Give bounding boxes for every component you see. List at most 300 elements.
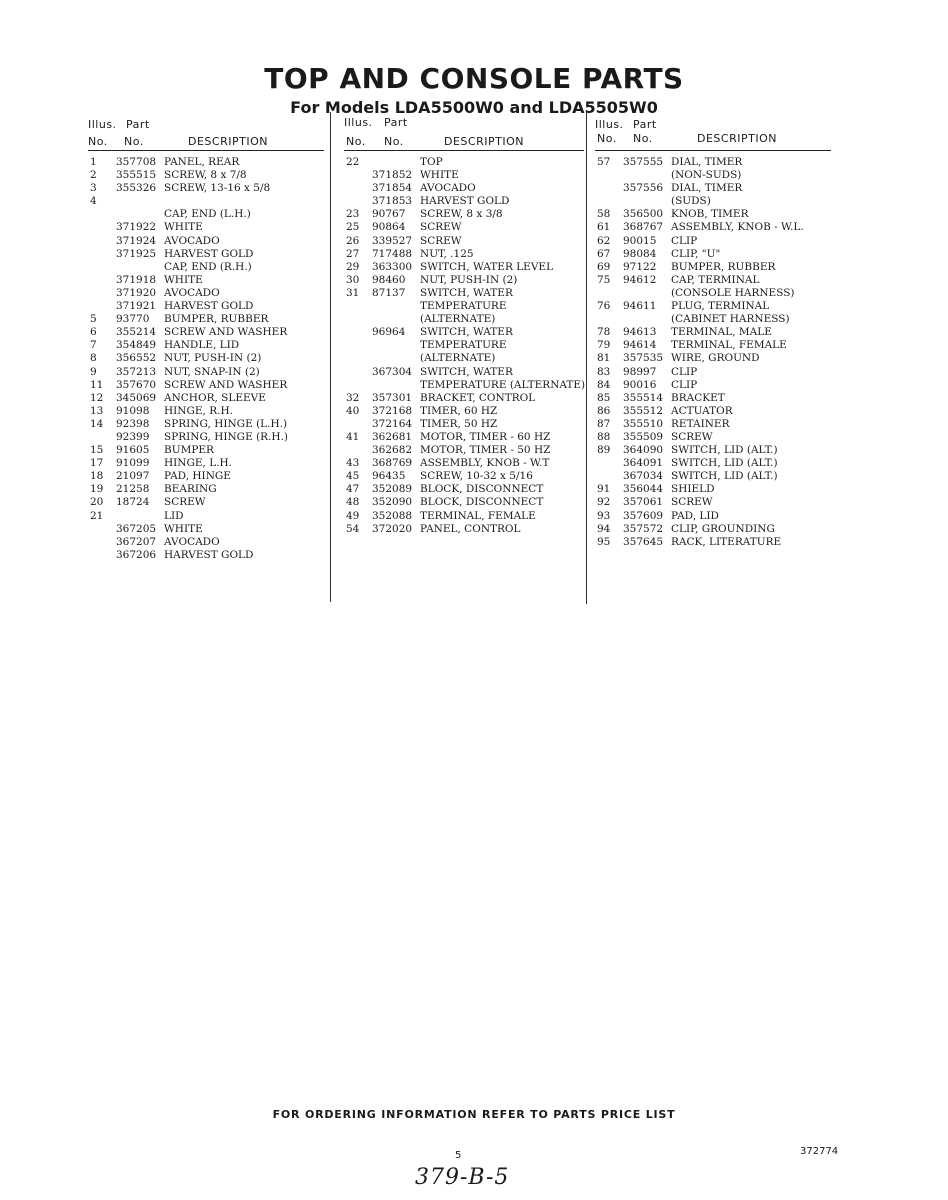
part-description: HANDLE, LID bbox=[164, 339, 240, 352]
parts-list bbox=[595, 156, 831, 549]
parts-row bbox=[595, 470, 831, 483]
parts-row bbox=[595, 182, 831, 195]
part-number: 371852 bbox=[372, 169, 413, 182]
header-part: Part bbox=[384, 116, 408, 129]
illus-number: 3 bbox=[90, 182, 97, 195]
header-part-no: No. bbox=[384, 135, 404, 148]
part-number: 98084 bbox=[623, 247, 657, 260]
parts-row bbox=[595, 523, 831, 536]
illus-number: 43 bbox=[346, 457, 360, 470]
part-number: 371918 bbox=[116, 273, 157, 286]
part-description: AVOCADO bbox=[164, 535, 220, 548]
part-description: PAD, HINGE bbox=[164, 470, 231, 483]
part-description: (ALTERNATE) bbox=[420, 313, 496, 326]
part-description: CAP, END (L.H.) bbox=[164, 208, 251, 221]
part-description: SCREW, 8 x 3/8 bbox=[420, 208, 503, 221]
parts-row bbox=[344, 510, 584, 523]
parts-row bbox=[88, 457, 324, 470]
document-number: 372774 bbox=[800, 1146, 839, 1157]
illus-number: 41 bbox=[346, 430, 360, 443]
part-number: 94613 bbox=[623, 326, 657, 339]
parts-row bbox=[344, 379, 584, 392]
part-number: 357708 bbox=[116, 156, 157, 168]
header-rule bbox=[88, 150, 324, 151]
part-description: HINGE, L.H. bbox=[164, 457, 233, 470]
part-description: SCREW AND WASHER bbox=[164, 378, 288, 391]
illus-number: 4 bbox=[90, 195, 97, 208]
parts-row bbox=[344, 339, 584, 352]
part-description: BUMPER, RUBBER bbox=[164, 313, 269, 326]
illus-number: 13 bbox=[90, 404, 104, 417]
part-number: 355326 bbox=[116, 182, 157, 195]
parts-row bbox=[88, 287, 324, 300]
part-description: SWITCH, WATER bbox=[420, 365, 513, 378]
header-rule bbox=[344, 150, 584, 151]
illus-number: 88 bbox=[597, 430, 611, 443]
part-description: TEMPERATURE (ALTERNATE) bbox=[420, 378, 586, 391]
parts-row bbox=[88, 261, 324, 274]
parts-row bbox=[595, 326, 831, 339]
part-number: 372164 bbox=[372, 417, 413, 430]
illus-number: 19 bbox=[90, 483, 104, 496]
part-description: BLOCK, DISCONNECT bbox=[420, 483, 544, 496]
part-number: 356044 bbox=[623, 483, 664, 496]
illus-number: 78 bbox=[597, 326, 611, 339]
part-description: WHITE bbox=[164, 273, 203, 286]
column-divider bbox=[330, 112, 331, 602]
parts-row bbox=[344, 156, 584, 169]
part-description: SCREW bbox=[671, 430, 713, 443]
illus-number: 91 bbox=[597, 483, 611, 496]
parts-row bbox=[88, 182, 324, 195]
part-description: PANEL, REAR bbox=[164, 156, 240, 168]
part-number: 345069 bbox=[116, 391, 157, 404]
part-description: SCREW, 10-32 x 5/16 bbox=[420, 470, 533, 483]
part-number: 368767 bbox=[623, 221, 664, 234]
part-description: AVOCADO bbox=[420, 182, 476, 195]
illus-number: 61 bbox=[597, 221, 611, 234]
illus-number: 83 bbox=[597, 365, 611, 378]
part-number: 367207 bbox=[116, 535, 157, 548]
parts-row bbox=[595, 248, 831, 261]
parts-row bbox=[595, 261, 831, 274]
part-number: 368769 bbox=[372, 457, 413, 470]
header-illus-no: No. bbox=[346, 135, 366, 148]
part-number: 355514 bbox=[623, 391, 664, 404]
part-number: 363300 bbox=[372, 260, 413, 273]
illus-number: 89 bbox=[597, 444, 611, 457]
parts-row bbox=[88, 536, 324, 549]
parts-row bbox=[88, 156, 324, 169]
illus-number: 22 bbox=[346, 156, 360, 168]
header-part-no: No. bbox=[124, 135, 144, 148]
part-number: 356500 bbox=[623, 208, 664, 221]
part-number: 94614 bbox=[623, 339, 657, 352]
part-number: 91605 bbox=[116, 444, 150, 457]
parts-row bbox=[88, 352, 324, 365]
parts-row bbox=[344, 523, 584, 536]
parts-row bbox=[344, 431, 584, 444]
parts-row bbox=[595, 313, 831, 326]
parts-row bbox=[88, 339, 324, 352]
part-number: 717488 bbox=[372, 247, 413, 260]
header-rule bbox=[595, 150, 831, 151]
part-description: TEMPERATURE bbox=[420, 300, 507, 313]
illus-number: 62 bbox=[597, 234, 611, 247]
illus-number: 15 bbox=[90, 444, 104, 457]
parts-row bbox=[595, 457, 831, 470]
illus-number: 57 bbox=[597, 156, 611, 168]
part-description: ANCHOR, SLEEVE bbox=[164, 391, 266, 404]
parts-row bbox=[88, 326, 324, 339]
illus-number: 84 bbox=[597, 378, 611, 391]
parts-row bbox=[595, 536, 831, 549]
part-description: KNOB, TIMER bbox=[671, 208, 749, 221]
part-description: (CONSOLE HARNESS) bbox=[671, 286, 795, 299]
part-number: 90864 bbox=[372, 221, 406, 234]
part-description: BUMPER, RUBBER bbox=[671, 260, 776, 273]
part-number: 94612 bbox=[623, 273, 657, 286]
parts-row bbox=[344, 300, 584, 313]
part-number: 352088 bbox=[372, 509, 413, 522]
parts-row bbox=[344, 457, 584, 470]
part-number: 357609 bbox=[623, 509, 664, 522]
part-number: 355512 bbox=[623, 404, 664, 417]
parts-row bbox=[344, 248, 584, 261]
handwritten-note: 379-B-5 bbox=[415, 1165, 510, 1190]
illus-number: 5 bbox=[90, 313, 97, 326]
part-number: 357061 bbox=[623, 496, 664, 509]
parts-row bbox=[344, 208, 584, 221]
part-number: 96435 bbox=[372, 470, 406, 483]
part-description: CLIP bbox=[671, 378, 698, 391]
column-header bbox=[88, 116, 324, 150]
part-description: TEMPERATURE bbox=[420, 339, 507, 352]
part-description: CLIP, GROUNDING bbox=[671, 522, 775, 535]
parts-row bbox=[88, 470, 324, 483]
column-header bbox=[595, 116, 831, 150]
part-number: 371920 bbox=[116, 286, 157, 299]
illus-number: 26 bbox=[346, 234, 360, 247]
illus-number: 6 bbox=[90, 326, 97, 339]
part-description: CAP, TERMINAL bbox=[671, 273, 760, 286]
illus-number: 87 bbox=[597, 417, 611, 430]
illus-number: 1 bbox=[90, 156, 97, 168]
part-description: TERMINAL, FEMALE bbox=[671, 339, 787, 352]
part-description: TERMINAL, FEMALE bbox=[420, 509, 536, 522]
part-description: DIAL, TIMER bbox=[671, 156, 743, 168]
part-number: 357556 bbox=[623, 182, 664, 195]
part-description: HARVEST GOLD bbox=[164, 548, 254, 561]
illus-number: 29 bbox=[346, 260, 360, 273]
part-number: 357301 bbox=[372, 391, 413, 404]
illus-number: 92 bbox=[597, 496, 611, 509]
parts-row bbox=[344, 195, 584, 208]
part-description: SPRING, HINGE (R.H.) bbox=[164, 430, 289, 443]
illus-number: 40 bbox=[346, 404, 360, 417]
part-description: SWITCH, WATER bbox=[420, 326, 513, 339]
parts-row bbox=[595, 366, 831, 379]
part-number: 356552 bbox=[116, 352, 157, 365]
page-title: TOP AND CONSOLE PARTS bbox=[264, 62, 684, 95]
parts-row bbox=[595, 169, 831, 182]
part-description: WHITE bbox=[164, 221, 203, 234]
parts-row bbox=[595, 156, 831, 169]
part-description: SCREW bbox=[164, 496, 206, 509]
part-description: CLIP bbox=[671, 365, 698, 378]
part-description: HINGE, R.H. bbox=[164, 404, 233, 417]
part-description: (CABINET HARNESS) bbox=[671, 313, 790, 326]
parts-row bbox=[88, 549, 324, 562]
parts-column-3 bbox=[595, 116, 831, 549]
part-description: HARVEST GOLD bbox=[164, 300, 254, 313]
part-description: HARVEST GOLD bbox=[420, 195, 510, 208]
parts-row bbox=[344, 326, 584, 339]
part-description: TOP bbox=[420, 156, 443, 168]
header-illus-no: No. bbox=[88, 135, 108, 148]
illus-number: 54 bbox=[346, 522, 360, 535]
header-illus: Illus. bbox=[88, 118, 117, 131]
parts-row bbox=[595, 418, 831, 431]
page-subtitle: For Models LDA5500W0 and LDA5505W0 bbox=[290, 98, 658, 117]
part-number: 98460 bbox=[372, 273, 406, 286]
part-number: 87137 bbox=[372, 286, 406, 299]
illus-number: 67 bbox=[597, 247, 611, 260]
parts-column-1 bbox=[88, 116, 324, 562]
part-description: SWITCH, LID (ALT.) bbox=[671, 470, 778, 483]
illus-number: 21 bbox=[90, 509, 104, 522]
parts-row bbox=[88, 444, 324, 457]
parts-row bbox=[344, 352, 584, 365]
part-description: BLOCK, DISCONNECT bbox=[420, 496, 544, 509]
header-illus: Illus. bbox=[595, 118, 624, 131]
parts-row bbox=[344, 169, 584, 182]
part-number: 371921 bbox=[116, 300, 157, 313]
parts-row bbox=[344, 261, 584, 274]
part-description: SHIELD bbox=[671, 483, 715, 496]
part-number: 371925 bbox=[116, 247, 157, 260]
part-number: 96964 bbox=[372, 326, 406, 339]
illus-number: 79 bbox=[597, 339, 611, 352]
header-description: DESCRIPTION bbox=[697, 132, 777, 145]
part-description: SWITCH, WATER LEVEL bbox=[420, 260, 554, 273]
page-number: 5 bbox=[455, 1150, 462, 1161]
parts-row bbox=[595, 300, 831, 313]
part-number: 367304 bbox=[372, 365, 413, 378]
part-description: NUT, SNAP-IN (2) bbox=[164, 365, 260, 378]
part-number: 355214 bbox=[116, 326, 157, 339]
illus-number: 81 bbox=[597, 352, 611, 365]
parts-row bbox=[595, 431, 831, 444]
part-description: SCREW, 13-16 x 5/8 bbox=[164, 182, 271, 195]
part-number: 357213 bbox=[116, 365, 157, 378]
part-description: SCREW, 8 x 7/8 bbox=[164, 169, 247, 182]
part-description: SWITCH, WATER bbox=[420, 286, 513, 299]
parts-row bbox=[344, 366, 584, 379]
part-number: 367206 bbox=[116, 548, 157, 561]
part-description: DIAL, TIMER bbox=[671, 182, 743, 195]
header-description: DESCRIPTION bbox=[188, 135, 268, 148]
part-description: TIMER, 60 HZ bbox=[420, 404, 498, 417]
part-number: 364091 bbox=[623, 457, 664, 470]
part-description: PANEL, CONTROL bbox=[420, 522, 521, 535]
part-description: LID bbox=[164, 509, 184, 522]
illus-number: 48 bbox=[346, 496, 360, 509]
illus-number: 11 bbox=[90, 378, 104, 391]
header-illus-no: No. bbox=[597, 132, 617, 145]
part-description: TERMINAL, MALE bbox=[671, 326, 772, 339]
header-part: Part bbox=[633, 118, 657, 131]
parts-row bbox=[344, 287, 584, 300]
part-number: 18724 bbox=[116, 496, 150, 509]
illus-number: 75 bbox=[597, 273, 611, 286]
illus-number: 12 bbox=[90, 391, 104, 404]
parts-row bbox=[88, 235, 324, 248]
part-number: 98997 bbox=[623, 365, 657, 378]
part-description: SCREW AND WASHER bbox=[164, 326, 288, 339]
header-part: Part bbox=[126, 118, 150, 131]
part-description: AVOCADO bbox=[164, 234, 220, 247]
illus-number: 8 bbox=[90, 352, 97, 365]
part-number: 94611 bbox=[623, 300, 657, 313]
part-description: SWITCH, LID (ALT.) bbox=[671, 444, 778, 457]
parts-row bbox=[595, 287, 831, 300]
parts-row bbox=[595, 195, 831, 208]
parts-row bbox=[344, 418, 584, 431]
part-number: 355510 bbox=[623, 417, 664, 430]
header-part-no: No. bbox=[633, 132, 653, 145]
part-description: RACK, LITERATURE bbox=[671, 535, 782, 548]
part-description: ASSEMBLY, KNOB - W.T bbox=[420, 457, 550, 470]
part-number: 92398 bbox=[116, 417, 150, 430]
part-number: 362682 bbox=[372, 444, 413, 457]
parts-row bbox=[595, 379, 831, 392]
part-number: 357670 bbox=[116, 378, 157, 391]
parts-row bbox=[344, 405, 584, 418]
illus-number: 23 bbox=[346, 208, 360, 221]
part-description: PLUG, TERMINAL bbox=[671, 300, 770, 313]
illus-number: 32 bbox=[346, 391, 360, 404]
parts-row bbox=[88, 392, 324, 405]
illus-number: 14 bbox=[90, 417, 104, 430]
illus-number: 76 bbox=[597, 300, 611, 313]
part-description: SPRING, HINGE (L.H.) bbox=[164, 417, 288, 430]
illus-number: 27 bbox=[346, 247, 360, 260]
parts-row bbox=[344, 221, 584, 234]
parts-row bbox=[595, 510, 831, 523]
parts-row bbox=[88, 313, 324, 326]
part-description: PAD, LID bbox=[671, 509, 719, 522]
part-description: NUT, PUSH-IN (2) bbox=[420, 273, 518, 286]
part-description: CLIP bbox=[671, 234, 698, 247]
part-number: 90767 bbox=[372, 208, 406, 221]
illus-number: 58 bbox=[597, 208, 611, 221]
parts-list bbox=[88, 156, 324, 562]
part-number: 91099 bbox=[116, 457, 150, 470]
parts-row bbox=[88, 431, 324, 444]
parts-row bbox=[88, 510, 324, 523]
illus-number: 31 bbox=[346, 286, 360, 299]
parts-row bbox=[88, 496, 324, 509]
column-header bbox=[344, 116, 584, 150]
part-number: 97122 bbox=[623, 260, 657, 273]
illus-number: 86 bbox=[597, 404, 611, 417]
parts-row bbox=[88, 169, 324, 182]
illus-number: 69 bbox=[597, 260, 611, 273]
part-number: 357645 bbox=[623, 535, 664, 548]
parts-row bbox=[344, 444, 584, 457]
illus-number: 2 bbox=[90, 169, 97, 182]
part-description: SCREW bbox=[420, 221, 462, 234]
part-description: BUMPER bbox=[164, 444, 214, 457]
part-number: 355509 bbox=[623, 430, 664, 443]
parts-row bbox=[88, 195, 324, 208]
parts-column-2 bbox=[344, 116, 584, 536]
part-number: 90016 bbox=[623, 378, 657, 391]
parts-row bbox=[595, 496, 831, 509]
parts-row bbox=[595, 339, 831, 352]
illus-number: 47 bbox=[346, 483, 360, 496]
part-description: ACTUATOR bbox=[671, 404, 733, 417]
part-number: 371853 bbox=[372, 195, 413, 208]
ordering-info-footer: FOR ORDERING INFORMATION REFER TO PARTS PRICE LIST bbox=[272, 1108, 676, 1121]
part-number: 371924 bbox=[116, 234, 157, 247]
parts-row bbox=[595, 352, 831, 365]
parts-row bbox=[344, 470, 584, 483]
part-number: 357535 bbox=[623, 352, 664, 365]
parts-row bbox=[595, 483, 831, 496]
parts-row bbox=[595, 221, 831, 234]
part-description: ASSEMBLY, KNOB - W.L. bbox=[671, 221, 804, 234]
parts-list bbox=[344, 156, 584, 536]
illus-number: 17 bbox=[90, 457, 104, 470]
illus-number: 49 bbox=[346, 509, 360, 522]
part-description: WHITE bbox=[164, 522, 203, 535]
part-number: 355515 bbox=[116, 169, 157, 182]
part-description: NUT, PUSH-IN (2) bbox=[164, 352, 262, 365]
part-description: MOTOR, TIMER - 50 HZ bbox=[420, 444, 551, 457]
illus-number: 85 bbox=[597, 391, 611, 404]
parts-row bbox=[88, 366, 324, 379]
part-description: TIMER, 50 HZ bbox=[420, 417, 498, 430]
part-number: 357555 bbox=[623, 156, 664, 168]
part-description: RETAINER bbox=[671, 417, 730, 430]
part-number: 367205 bbox=[116, 522, 157, 535]
part-description: (ALTERNATE) bbox=[420, 352, 496, 365]
part-number: 372020 bbox=[372, 522, 413, 535]
part-description: BRACKET, CONTROL bbox=[420, 391, 536, 404]
parts-row bbox=[88, 483, 324, 496]
parts-row bbox=[88, 379, 324, 392]
part-number: 367034 bbox=[623, 470, 664, 483]
part-description: BEARING bbox=[164, 483, 217, 496]
illus-number: 25 bbox=[346, 221, 360, 234]
part-description: SCREW bbox=[420, 234, 462, 247]
part-number: 352089 bbox=[372, 483, 413, 496]
parts-row bbox=[88, 274, 324, 287]
part-number: 372168 bbox=[372, 404, 413, 417]
parts-row bbox=[344, 392, 584, 405]
illus-number: 94 bbox=[597, 522, 611, 535]
parts-row bbox=[88, 418, 324, 431]
part-number: 362681 bbox=[372, 430, 413, 443]
part-description: CLIP, "U" bbox=[671, 247, 721, 260]
illus-number: 18 bbox=[90, 470, 104, 483]
illus-number: 20 bbox=[90, 496, 104, 509]
part-description: SWITCH, LID (ALT.) bbox=[671, 457, 778, 470]
part-number: 21258 bbox=[116, 483, 150, 496]
part-description: HARVEST GOLD bbox=[164, 247, 254, 260]
